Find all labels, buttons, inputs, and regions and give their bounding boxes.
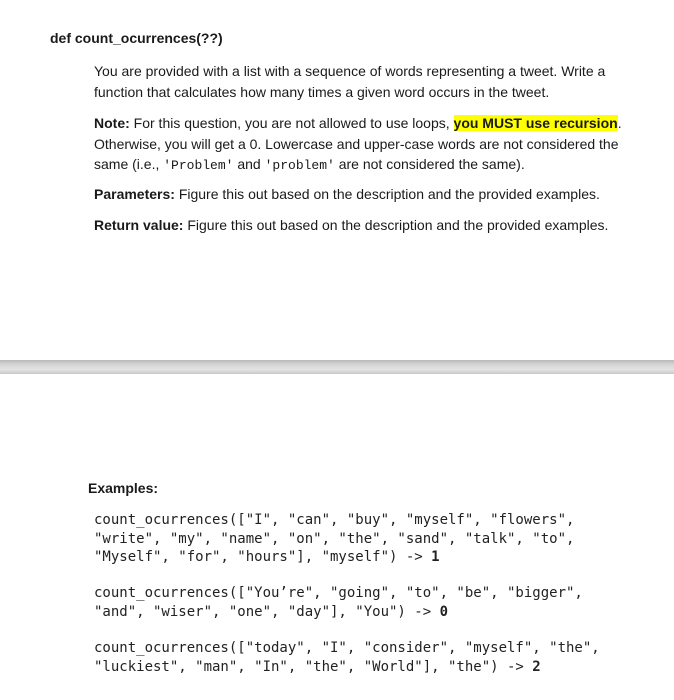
example-result: 0 [439, 603, 449, 620]
inline-code: 'problem' [264, 158, 335, 173]
inline-code: 'Problem' [163, 158, 234, 173]
recursion-highlight: you MUST use recursion [453, 115, 618, 131]
page-separator [0, 360, 674, 374]
return-value-paragraph [94, 215, 634, 236]
example-call: count_ocurrences(["You’re", "going", "to", "be", "bigger", "and", "wiser", "one", "day"], "You") -> [94, 585, 583, 620]
note-text: and [233, 156, 265, 172]
function-signature: def count_ocurrences(??) [50, 30, 223, 46]
intro-paragraph: You are provided with a list with a sequence of words representing a tweet. Write a function that calculates how many times a given word occurs in the tweet. [94, 63, 606, 100]
return-value-label: Return value: [94, 217, 184, 233]
note-paragraph [94, 113, 634, 177]
parameters-label: Parameters: [94, 186, 175, 202]
note-label: Note: [94, 115, 130, 131]
example-result: 1 [431, 549, 440, 565]
note-text: are not considered the same). [334, 156, 525, 172]
return-value-text: Figure this out based on the description and the provided examples. [183, 217, 609, 233]
note-text: For this question, you are not allowed to use loops, [129, 115, 454, 131]
example-call: count_ocurrences(["today", "I", "consider", "myself", "the", "luckiest", "man", "In", "the", "World"], "the") -> [94, 640, 600, 675]
example-result: 2 [532, 658, 541, 675]
example-code-block [94, 584, 583, 621]
note-text: . Otherwise, you will get a 0. Lowercase and upper-case words are not considered the same (i.e., [94, 115, 622, 172]
example-code-block [94, 639, 600, 676]
example-code-block [94, 511, 574, 567]
parameters-paragraph [94, 184, 634, 205]
examples-heading: Examples: [88, 480, 159, 496]
example-call: count_ocurrences(["I", "can", "buy", "myself", "flowers", "write", "my", "name", "on", "the", "sand", "talk", "to", "Myself", "for", "hours"], "myself") -> [94, 512, 575, 565]
parameters-text: Figure this out based on the description and the provided examples. [174, 186, 600, 202]
